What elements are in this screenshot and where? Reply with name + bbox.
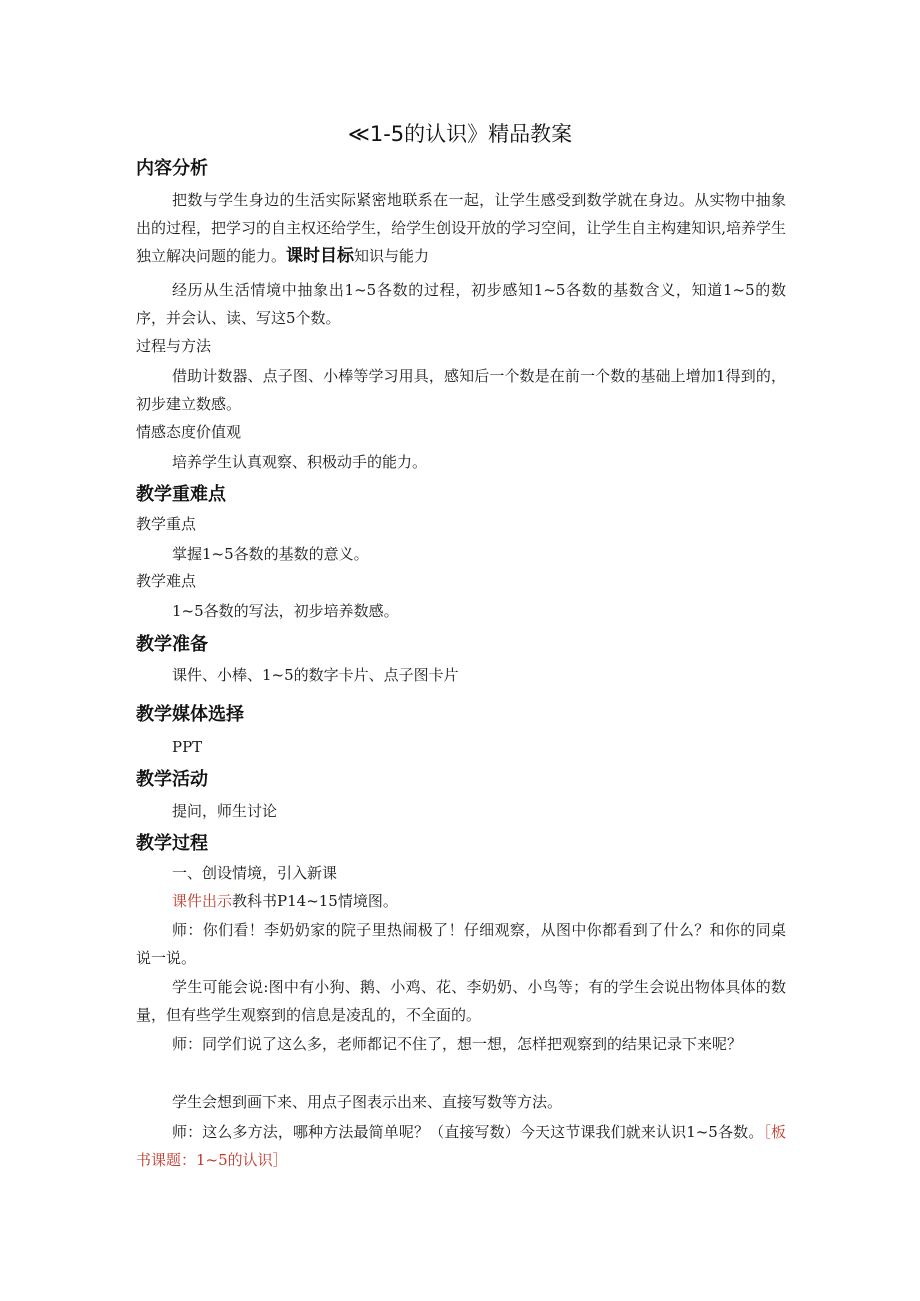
paragraph-teacher-1: 师：你们看！李奶奶家的院子里热闹极了！仔细观察，从图中你都看到了什么？和你的同桌说一说。 xyxy=(136,921,786,967)
heading-key-difficult-points: 教学重难点 xyxy=(136,484,226,505)
heading-content-analysis: 内容分析 xyxy=(136,158,208,179)
board-title-note: ［板书课题：1~5的认识］ xyxy=(136,1123,786,1169)
paragraph-emotion-values: 培养学生认真观察、积极动手的能力。 xyxy=(172,453,428,471)
paragraph-preparation: 课件、小棒、1~5的数字卡片、点子图卡片 xyxy=(172,666,459,684)
paragraph-key-point: 掌握1~5各数的基数的意义。 xyxy=(172,545,369,563)
paragraph-student-1: 学生可能会说:图中有小狗、鹅、小鸡、花、李奶奶、小鸟等；有的学生会说出物体具体的数量，但有些学生观察到的信息是凌乱的，不全面的。 xyxy=(136,978,786,1024)
heading-activities: 教学活动 xyxy=(136,769,208,790)
heading-preparation: 教学准备 xyxy=(136,634,208,655)
courseware-text: 教科书P14~15情境图。 xyxy=(232,892,398,910)
paragraph-knowledge-ability: 经历从生活情境中抽象出1~5各数的过程，初步感知1~5各数的基数含义，知道1~5的数序，并会认、读、写这5个数。 xyxy=(136,281,786,327)
paragraph-process-method: 借助计数器、点子图、小棒等学习用具，感知后一个数是在前一个数的基础上增加1得到的，初步建立数感。 xyxy=(136,367,786,413)
teacher-3-text: 师：这么多方法，哪种方法最简单呢？（直接写数）今天这节课我们就来认识1~5各数。 xyxy=(172,1123,764,1141)
courseware-label: 课件出示 xyxy=(172,892,233,910)
subheading-emotion-values: 情感态度价值观 xyxy=(136,423,242,441)
heading-media: 教学媒体选择 xyxy=(136,704,244,725)
subheading-difficult-point: 教学难点 xyxy=(136,572,197,590)
paragraph-media: PPT xyxy=(172,738,203,756)
subheading-process-method: 过程与方法 xyxy=(136,337,212,355)
paragraph-step-one: 一、创设情境，引入新课 xyxy=(172,864,338,882)
paragraph-difficult-point: 1~5各数的写法，初步培养数感。 xyxy=(172,602,399,620)
paragraph-content-analysis xyxy=(136,186,786,270)
paragraph-teacher-3 xyxy=(136,1118,786,1174)
paragraph-activities: 提问，师生讨论 xyxy=(172,802,278,820)
paragraph-courseware xyxy=(136,887,786,915)
subheading-knowledge-ability: 知识与能力 xyxy=(354,247,430,265)
content-analysis-text: 把数与学生身边的生活实际紧密地联系在一起，让学生感受到数学就在身边。从实物中抽象出的过程，把学习的自主权还给学生，给学生创设开放的学习空间，让学生自主构建知识,培养学生独立解决问题的能力。 xyxy=(136,191,786,265)
subheading-key-point: 教学重点 xyxy=(136,515,197,533)
paragraph-student-2: 学生会想到画下来、用点子图表示出来、直接写数等方法。 xyxy=(172,1093,563,1111)
heading-lesson-goals: 课时目标 xyxy=(286,246,355,266)
document-title: ≪1-5的认识》精品教案 xyxy=(347,122,573,146)
paragraph-teacher-2: 师：同学们说了这么多，老师都记不住了，想一想，怎样把观察到的结果记录下来呢？ xyxy=(172,1035,743,1053)
heading-process: 教学过程 xyxy=(136,833,208,854)
